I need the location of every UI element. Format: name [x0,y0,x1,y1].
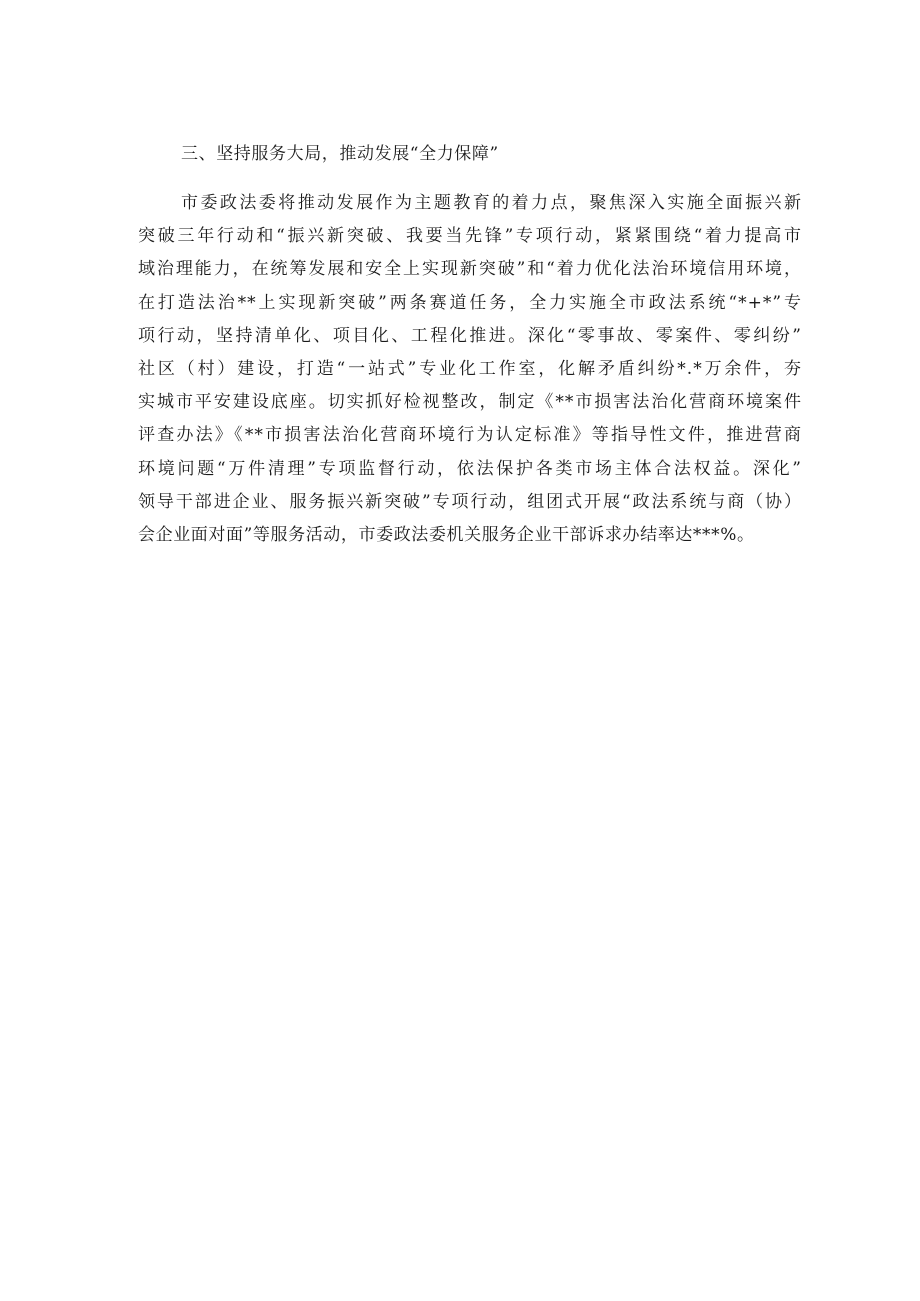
paragraph-line: 突破三年行动和“振兴新突破、我要当先锋”专项行动，紧紧围绕“着力提高市 [138,226,802,247]
paragraph-line: 项行动，坚持清单化、项目化、工程化推进。深化“零事故、零案件、零纠纷” [138,325,802,346]
paragraph-line: 评查办法》《**市损害法治化营商环境行为认定标准》等指导性文件，推进营商 [138,425,802,446]
section-heading: 三、坚持服务大局，推动发展“全力保障” [181,144,499,164]
paragraph-line: 会企业面对面”等服务活动，市委政法委机关服务企业干部诉求办结率达***%。 [138,524,755,545]
paragraph-line: 在打造法治**上实现新突破”两条赛道任务，全力实施全市政法系统“*+*”专 [138,292,802,313]
paragraph-line: 实城市平安建设底座。切实抓好检视整改，制定《**市损害法治化营商环境案件 [138,392,802,413]
body-paragraph [138,187,802,552]
paragraph-line: 环境问题“万件清理”专项监督行动，依法保护各类市场主体合法权益。深化” [138,458,802,479]
document-body [138,137,802,552]
paragraph-line: 域治理能力，在统筹发展和安全上实现新突破”和“着力优化法治环境信用环境， [138,259,802,280]
paragraph-line: 领导干部进企业、服务振兴新突破”专项行动，组团式开展“政法系统与商（协） [138,491,802,512]
paragraph-line: 社区（村）建设，打造“一站式”专业化工作室，化解矛盾纠纷*.*万余件，夯 [138,358,802,379]
paragraph-line: 市委政法委将推动发展作为主题教育的着力点，聚焦深入实施全面振兴新 [181,193,802,213]
